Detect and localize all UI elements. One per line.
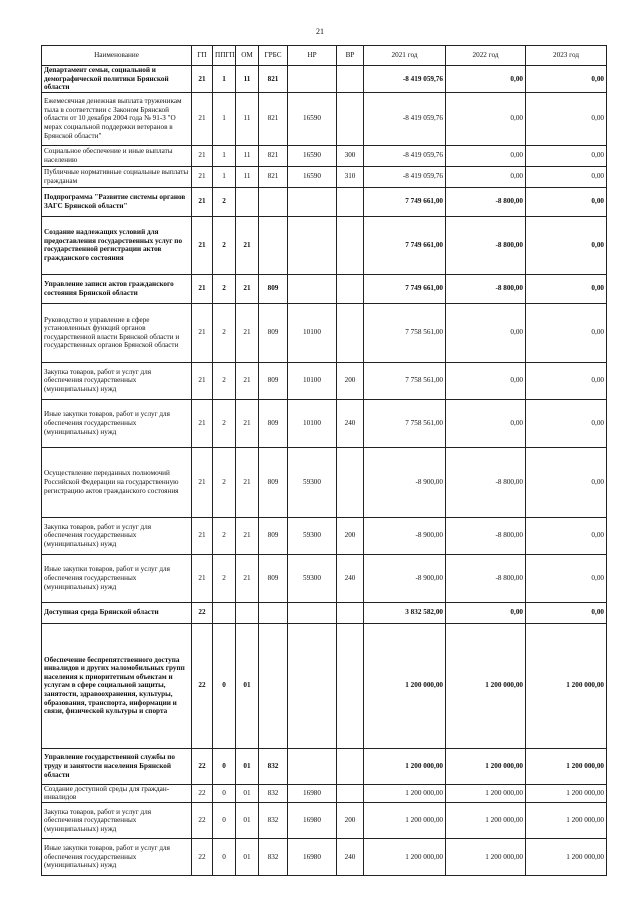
cell-nr: 16980 <box>288 802 337 838</box>
cell-grbs <box>259 187 288 216</box>
cell-vr <box>337 602 364 623</box>
cell-vr <box>337 216 364 274</box>
cell-om: 01 <box>236 802 259 838</box>
header-ppgp: ППГП <box>213 46 236 66</box>
cell-grbs: 832 <box>259 802 288 838</box>
cell-nr <box>288 748 337 784</box>
cell-name: Социальное обеспечение и иные выплаты населению <box>42 145 192 166</box>
cell-ppgp: 0 <box>213 802 236 838</box>
cell-gp: 22 <box>192 623 213 748</box>
cell-y2023: 0,00 <box>526 92 607 145</box>
cell-y2021: 1 200 000,00 <box>364 748 446 784</box>
cell-y2022: -8 800,00 <box>446 447 526 517</box>
cell-ppgp: 2 <box>213 447 236 517</box>
cell-nr: 16590 <box>288 145 337 166</box>
cell-ppgp: 2 <box>213 517 236 554</box>
cell-gp: 21 <box>192 554 213 602</box>
header-name: Наименование <box>42 46 192 66</box>
cell-gp: 22 <box>192 784 213 802</box>
cell-grbs: 821 <box>259 145 288 166</box>
cell-gp: 21 <box>192 92 213 145</box>
cell-nr: 10100 <box>288 362 337 399</box>
cell-y2021: 1 200 000,00 <box>364 784 446 802</box>
header-2021: 2021 год <box>364 46 446 66</box>
cell-name: Закупка товаров, работ и услуг для обеспечения государственных (муниципальных) нужд <box>42 517 192 554</box>
cell-nr: 16590 <box>288 92 337 145</box>
cell-vr <box>337 92 364 145</box>
cell-y2021: -8 419 059,76 <box>364 166 446 187</box>
cell-om: 01 <box>236 623 259 748</box>
cell-y2023: 0,00 <box>526 517 607 554</box>
page-number: 21 <box>316 27 324 36</box>
cell-om: 21 <box>236 517 259 554</box>
cell-ppgp: 0 <box>213 838 236 875</box>
cell-gp: 22 <box>192 602 213 623</box>
cell-y2021: 7 749 661,00 <box>364 274 446 303</box>
table-row <box>42 216 607 274</box>
cell-grbs <box>259 216 288 274</box>
cell-y2023: 0,00 <box>526 216 607 274</box>
cell-y2022: 1 200 000,00 <box>446 748 526 784</box>
cell-gp: 21 <box>192 362 213 399</box>
cell-name: Создание доступной среды для граждан-инвалидов <box>42 784 192 802</box>
cell-vr: 240 <box>337 838 364 875</box>
cell-y2022: 1 200 000,00 <box>446 838 526 875</box>
cell-y2021: 7 749 661,00 <box>364 187 446 216</box>
cell-om: 11 <box>236 145 259 166</box>
cell-vr <box>337 748 364 784</box>
cell-gp: 21 <box>192 145 213 166</box>
cell-name: Подпрограмма "Развитие системы органов ЗАГС Брянской области" <box>42 187 192 216</box>
table-row <box>42 517 607 554</box>
table-row <box>42 838 607 875</box>
cell-gp: 21 <box>192 216 213 274</box>
cell-gp: 22 <box>192 802 213 838</box>
cell-om: 01 <box>236 784 259 802</box>
table-row <box>42 303 607 362</box>
cell-y2023: 0,00 <box>526 145 607 166</box>
cell-grbs <box>259 602 288 623</box>
cell-y2021: -8 419 059,76 <box>364 66 446 93</box>
cell-y2023: 0,00 <box>526 274 607 303</box>
cell-gp: 22 <box>192 748 213 784</box>
cell-y2023: 0,00 <box>526 447 607 517</box>
cell-y2021: -8 419 059,76 <box>364 145 446 166</box>
cell-vr: 200 <box>337 362 364 399</box>
header-vr: ВР <box>337 46 364 66</box>
cell-vr <box>337 187 364 216</box>
cell-grbs: 832 <box>259 784 288 802</box>
cell-grbs: 809 <box>259 447 288 517</box>
table-row <box>42 187 607 216</box>
cell-grbs: 821 <box>259 66 288 93</box>
header-2022: 2022 год <box>446 46 526 66</box>
cell-vr <box>337 447 364 517</box>
cell-y2023: 1 200 000,00 <box>526 802 607 838</box>
cell-name: Обеспечение беспрепятственного доступа инвалидов и других маломобильных групп населения к приоритетным объектам и услугам в сфере социальной защиты, занятости, здравоохранения, культуры, образования, транспорта, информации и связи, физической культуры и спорта <box>42 623 192 748</box>
cell-grbs: 809 <box>259 399 288 447</box>
cell-ppgp <box>213 602 236 623</box>
cell-name: Доступная среда Брянской области <box>42 602 192 623</box>
table-row <box>42 145 607 166</box>
cell-vr <box>337 784 364 802</box>
cell-grbs <box>259 623 288 748</box>
cell-grbs: 809 <box>259 517 288 554</box>
table-row <box>42 92 607 145</box>
cell-y2022: 0,00 <box>446 92 526 145</box>
cell-ppgp: 1 <box>213 145 236 166</box>
cell-om: 21 <box>236 274 259 303</box>
cell-y2022: 0,00 <box>446 303 526 362</box>
cell-ppgp: 1 <box>213 166 236 187</box>
cell-y2022: -8 800,00 <box>446 216 526 274</box>
cell-y2021: -8 419 059,76 <box>364 92 446 145</box>
budget-table <box>41 45 607 876</box>
cell-gp: 21 <box>192 274 213 303</box>
cell-gp: 21 <box>192 166 213 187</box>
cell-vr <box>337 623 364 748</box>
cell-grbs: 821 <box>259 92 288 145</box>
cell-ppgp: 1 <box>213 92 236 145</box>
cell-om: 21 <box>236 399 259 447</box>
header-grbs: ГРБС <box>259 46 288 66</box>
cell-ppgp: 2 <box>213 216 236 274</box>
cell-y2023: 1 200 000,00 <box>526 623 607 748</box>
cell-name: Осуществление переданных полномочий Российской Федерации на государственную регистрацию актов гражданского состояния <box>42 447 192 517</box>
cell-nr <box>288 274 337 303</box>
cell-grbs: 809 <box>259 554 288 602</box>
cell-y2022: -8 800,00 <box>446 517 526 554</box>
cell-name: Иные закупки товаров, работ и услуг для обеспечения государственных (муниципальных) нужд <box>42 399 192 447</box>
cell-y2022: -8 800,00 <box>446 187 526 216</box>
cell-vr <box>337 66 364 93</box>
cell-y2022: 0,00 <box>446 145 526 166</box>
cell-y2021: 7 758 561,00 <box>364 399 446 447</box>
cell-om: 11 <box>236 92 259 145</box>
cell-name: Иные закупки товаров, работ и услуг для обеспечения государственных (муниципальных) нужд <box>42 554 192 602</box>
cell-y2022: 1 200 000,00 <box>446 784 526 802</box>
cell-gp: 21 <box>192 303 213 362</box>
cell-y2022: 1 200 000,00 <box>446 623 526 748</box>
cell-y2023: 0,00 <box>526 166 607 187</box>
cell-y2022: -8 800,00 <box>446 554 526 602</box>
cell-ppgp: 2 <box>213 362 236 399</box>
cell-name: Создание надлежащих условий для предоставления государственных услуг по государственной регистрации актов гражданского состояния <box>42 216 192 274</box>
cell-y2022: -8 800,00 <box>446 274 526 303</box>
cell-y2023: 0,00 <box>526 602 607 623</box>
cell-om: 11 <box>236 166 259 187</box>
header-2023: 2023 год <box>526 46 607 66</box>
cell-y2021: 1 200 000,00 <box>364 623 446 748</box>
cell-name: Закупка товаров, работ и услуг для обеспечения государственных (муниципальных) нужд <box>42 802 192 838</box>
table-row <box>42 623 607 748</box>
cell-gp: 22 <box>192 838 213 875</box>
cell-nr: 16590 <box>288 166 337 187</box>
cell-gp: 21 <box>192 399 213 447</box>
table-row <box>42 602 607 623</box>
cell-grbs: 809 <box>259 274 288 303</box>
cell-name: Ежемесячная денежная выплата труженикам тыла в соответствии с Законом Брянской области от 10 декабря 2004 года № 91-З "О мерах социальной поддержки ветеранов в Брянской области" <box>42 92 192 145</box>
table-row <box>42 274 607 303</box>
cell-y2021: 7 758 561,00 <box>364 303 446 362</box>
cell-y2023: 0,00 <box>526 303 607 362</box>
table-row <box>42 166 607 187</box>
cell-nr: 59300 <box>288 517 337 554</box>
header-nr: НР <box>288 46 337 66</box>
cell-name: Иные закупки товаров, работ и услуг для обеспечения государственных (муниципальных) нужд <box>42 838 192 875</box>
table-row <box>42 802 607 838</box>
cell-y2022: 0,00 <box>446 66 526 93</box>
cell-y2023: 0,00 <box>526 187 607 216</box>
header-om: ОМ <box>236 46 259 66</box>
cell-y2021: -8 900,00 <box>364 517 446 554</box>
cell-name: Публичные нормативные социальные выплаты гражданам <box>42 166 192 187</box>
cell-ppgp: 0 <box>213 748 236 784</box>
cell-om <box>236 602 259 623</box>
cell-om: 21 <box>236 447 259 517</box>
cell-y2021: 1 200 000,00 <box>364 802 446 838</box>
table-header-row <box>42 46 607 66</box>
cell-nr: 10100 <box>288 303 337 362</box>
cell-nr <box>288 187 337 216</box>
cell-y2022: 0,00 <box>446 399 526 447</box>
cell-grbs: 821 <box>259 166 288 187</box>
cell-ppgp: 2 <box>213 399 236 447</box>
cell-ppgp: 1 <box>213 66 236 93</box>
cell-om: 21 <box>236 554 259 602</box>
header-gp: ГП <box>192 46 213 66</box>
cell-vr: 240 <box>337 554 364 602</box>
cell-name: Департамент семьи, социальной и демографической политики Брянской области <box>42 66 192 93</box>
cell-vr <box>337 303 364 362</box>
table-row <box>42 554 607 602</box>
cell-grbs: 809 <box>259 362 288 399</box>
table-row <box>42 66 607 93</box>
cell-y2022: 0,00 <box>446 362 526 399</box>
cell-vr: 310 <box>337 166 364 187</box>
cell-name: Управление государственной службы по труду и занятости населения Брянской области <box>42 748 192 784</box>
cell-vr: 200 <box>337 517 364 554</box>
cell-om: 01 <box>236 748 259 784</box>
cell-om: 21 <box>236 216 259 274</box>
cell-vr: 200 <box>337 802 364 838</box>
cell-vr <box>337 274 364 303</box>
cell-vr: 240 <box>337 399 364 447</box>
cell-y2021: 3 832 582,00 <box>364 602 446 623</box>
cell-y2023: 1 200 000,00 <box>526 838 607 875</box>
cell-grbs: 832 <box>259 748 288 784</box>
cell-nr: 16980 <box>288 838 337 875</box>
cell-y2023: 0,00 <box>526 362 607 399</box>
cell-gp: 21 <box>192 517 213 554</box>
cell-ppgp: 2 <box>213 187 236 216</box>
cell-y2023: 0,00 <box>526 66 607 93</box>
cell-y2022: 1 200 000,00 <box>446 802 526 838</box>
cell-om <box>236 187 259 216</box>
cell-ppgp: 2 <box>213 554 236 602</box>
cell-vr: 300 <box>337 145 364 166</box>
cell-ppgp: 0 <box>213 623 236 748</box>
cell-y2023: 0,00 <box>526 399 607 447</box>
cell-name: Руководство и управление в сфере установленных функций органов государственной власти Брянской области и государственных органов Брянской области <box>42 303 192 362</box>
cell-om: 21 <box>236 362 259 399</box>
cell-y2023: 0,00 <box>526 554 607 602</box>
cell-y2022: 0,00 <box>446 166 526 187</box>
cell-gp: 21 <box>192 187 213 216</box>
cell-y2022: 0,00 <box>446 602 526 623</box>
cell-gp: 21 <box>192 447 213 517</box>
table-row <box>42 447 607 517</box>
cell-om: 11 <box>236 66 259 93</box>
cell-ppgp: 0 <box>213 784 236 802</box>
cell-nr <box>288 66 337 93</box>
cell-name: Управление записи актов гражданского состояния Брянской области <box>42 274 192 303</box>
cell-y2023: 1 200 000,00 <box>526 784 607 802</box>
cell-grbs: 809 <box>259 303 288 362</box>
table-row <box>42 784 607 802</box>
table-row <box>42 399 607 447</box>
cell-y2021: 1 200 000,00 <box>364 838 446 875</box>
cell-gp: 21 <box>192 66 213 93</box>
cell-y2021: -8 900,00 <box>364 554 446 602</box>
cell-grbs: 832 <box>259 838 288 875</box>
cell-nr <box>288 623 337 748</box>
cell-ppgp: 2 <box>213 274 236 303</box>
cell-y2023: 1 200 000,00 <box>526 748 607 784</box>
cell-om: 01 <box>236 838 259 875</box>
table-row <box>42 362 607 399</box>
cell-nr: 10100 <box>288 399 337 447</box>
cell-om: 21 <box>236 303 259 362</box>
cell-nr <box>288 216 337 274</box>
cell-nr: 59300 <box>288 447 337 517</box>
cell-nr: 16980 <box>288 784 337 802</box>
cell-y2021: 7 749 661,00 <box>364 216 446 274</box>
cell-ppgp: 2 <box>213 303 236 362</box>
table-row <box>42 748 607 784</box>
cell-nr: 59300 <box>288 554 337 602</box>
cell-name: Закупка товаров, работ и услуг для обеспечения государственных (муниципальных) нужд <box>42 362 192 399</box>
cell-y2021: -8 900,00 <box>364 447 446 517</box>
cell-nr <box>288 602 337 623</box>
cell-y2021: 7 758 561,00 <box>364 362 446 399</box>
